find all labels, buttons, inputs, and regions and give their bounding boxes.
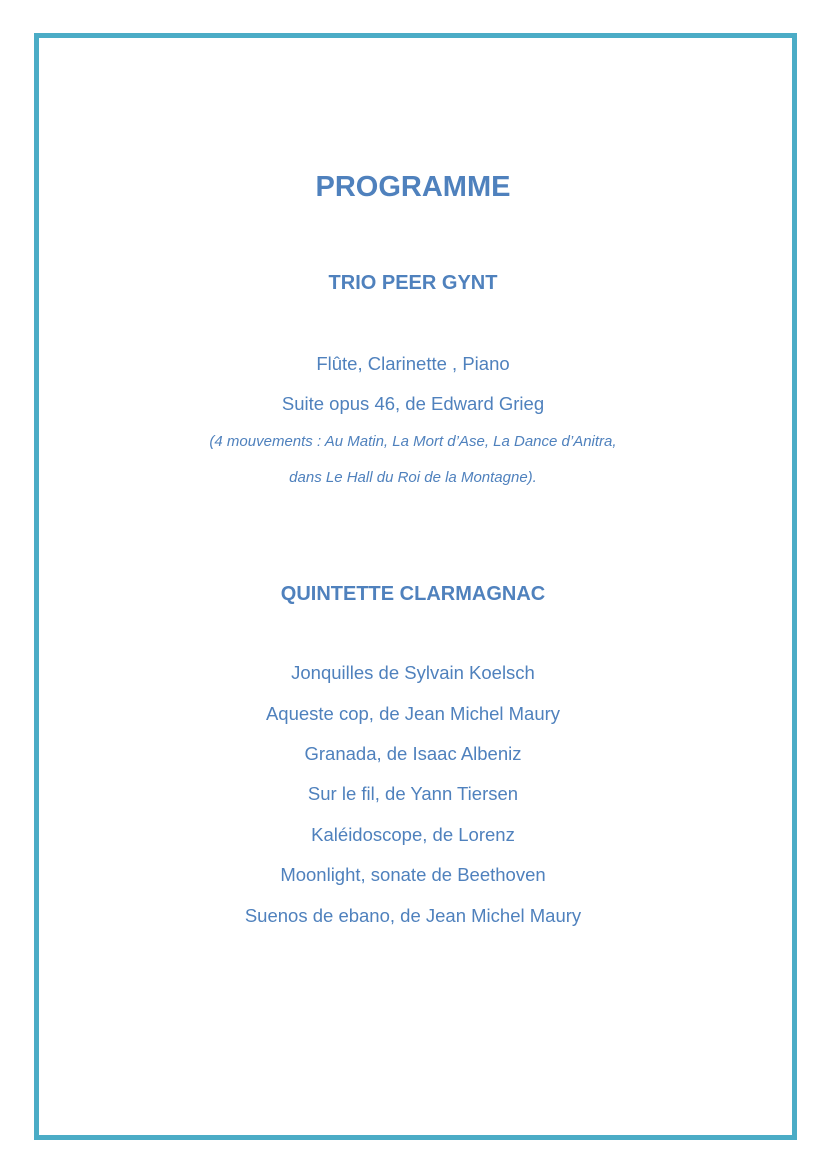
quintette-piece: Moonlight, sonate de Beethoven xyxy=(280,864,546,885)
quintette-piece: Granada, de Isaac Albeniz xyxy=(304,743,522,764)
programme-title: PROGRAMME xyxy=(315,171,511,203)
section-heading-trio: TRIO PEER GYNT xyxy=(328,272,498,294)
quintette-piece: Sur le fil, de Yann Tiersen xyxy=(307,783,519,804)
trio-movements-note-line2: dans Le Hall du Roi de la Montagne). xyxy=(289,469,537,486)
trio-instruments: Flûte, Clarinette , Piano xyxy=(316,353,510,374)
trio-movements-note-line1: (4 mouvements : Au Matin, La Mort d’Ase, La Dance d’Anitra, xyxy=(209,433,617,450)
section-heading-quintette: QUINTETTE CLARMAGNAC xyxy=(280,583,546,605)
quintette-piece: Aqueste cop, de Jean Michel Maury xyxy=(265,703,561,724)
quintette-piece: Jonquilles de Sylvain Koelsch xyxy=(291,662,535,683)
trio-piece: Suite opus 46, de Edward Grieg xyxy=(281,393,545,414)
quintette-piece: Suenos de ebano, de Jean Michel Maury xyxy=(244,905,582,926)
quintette-piece: Kaléidoscope, de Lorenz xyxy=(311,824,515,845)
